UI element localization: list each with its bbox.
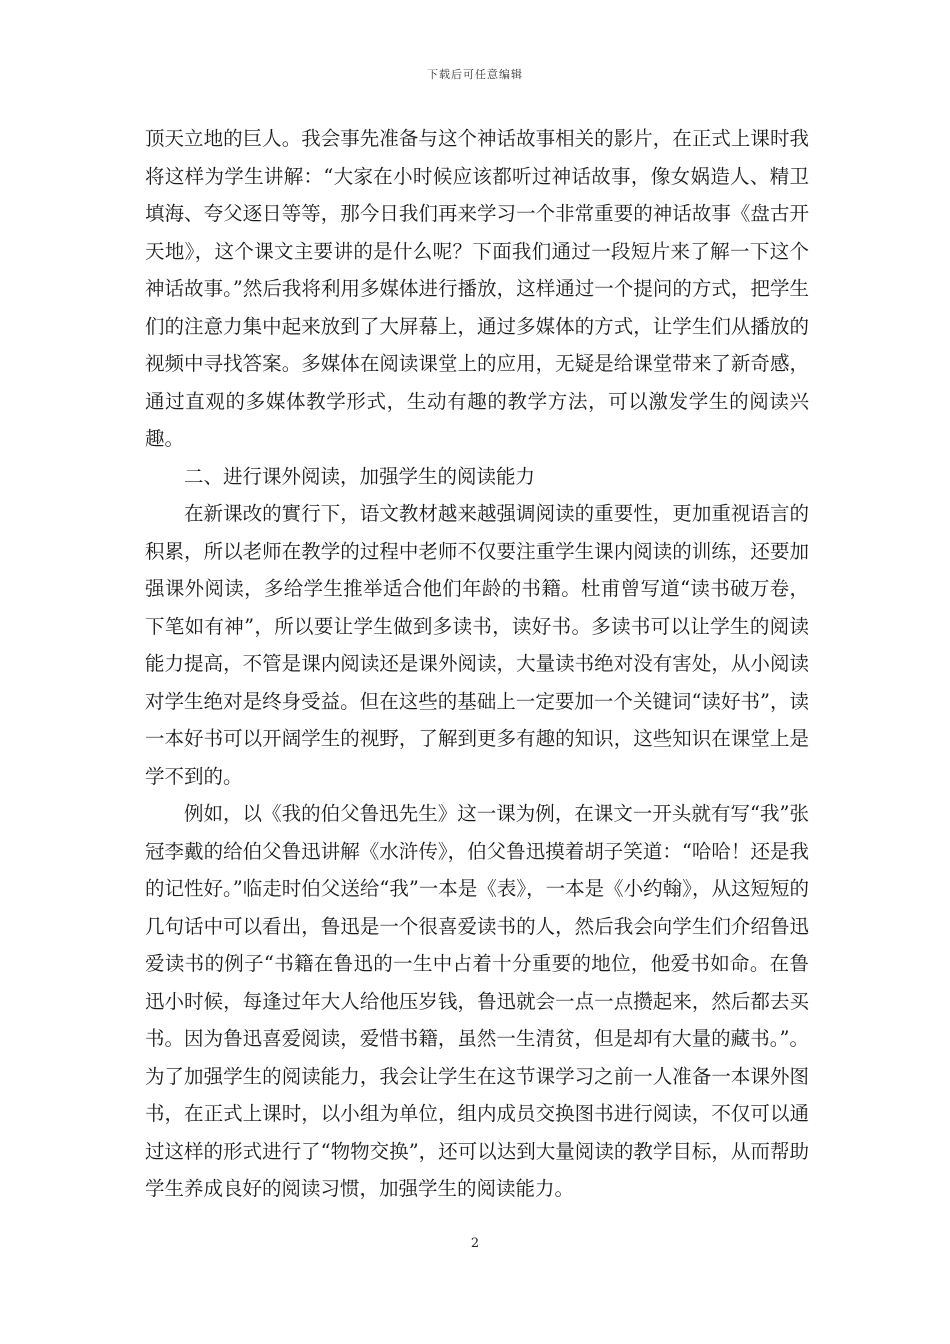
page-header: 下载后可任意编辑 xyxy=(427,68,523,81)
page-number: 2 xyxy=(470,1236,480,1251)
body-paragraph: 在新课改的實行下，语文教材越来越强调阅读的重要性，更加重视语言的积累，所以老师在教学的过程中老师不仅要注重学生课内阅读的训练，还要加强课外阅读，多给学生推举适合他们年龄的书籍。杜甫曾写道“读书破万卷，下笔如有神”，所以要让学生做到多读书，读好书。多读书可以让学生的阅读能力提高，不管是课内阅读还是课外阅读，大量读书绝对没有害处，从小阅读对学生绝对是终身受益。但在这些的基础上一定要加一个关键词“读好书”，读一本好书可以开阔学生的视野，了解到更多有趣的知识，这些知识在课堂上是学不到的。 xyxy=(145,502,809,788)
body-paragraph: 例如，以《我的伯父鲁迅先生》这一课为例，在课文一开头就有写“我”张冠李戴的给伯父鲁迅讲解《水浒传》，伯父鲁迅摸着胡子笑道：“哈哈！还是我的记性好。”临走时伯父送给“我”一本是《表》，一本是《小约翰》，从这短短的几句话中可以看出，鲁迅是一个很喜爱读书的人，然后我会向学生们介绍鲁迅爱读书的例子“书籍在鲁迅的一生中占着十分重要的地位，他爱书如命。在鲁迅小时候，每逢过年大人给他压岁钱，鲁迅就会一点一点攒起来，然后都去买书。因为鲁迅喜爱阅读，爱惜书籍，虽然一生清贫，但是却有大量的藏书。”。为了加强学生的阅读能力，我会让学生在这节课学习之前一人准备一本课外图书，在正式上课时，以小组为单位，组内成员交换图书进行阅读，不仅可以通过这样的形式进行了“物物交换”，还可以达到大量阅读的教学目标，从而帮助学生养成良好的阅读习惯，加强学生的阅读能力。 xyxy=(145,802,809,1200)
body-paragraph: 顶天立地的巨人。我会事先准备与这个神话故事相关的影片，在正式上课时我将这样为学生讲解：“大家在小时候应该都听过神话故事，像女娲造人、精卫填海、夸父逐日等等，那今日我们再来学习一个非常重要的神话故事《盘古开天地》，这个课文主要讲的是什么呢？下面我们通过一段短片来了解一下这个神话故事。”然后我将利用多媒体进行播放，这样通过一个提问的方式，把学生们的注意力集中起来放到了大屏幕上，通过多媒体的方式，让学生们从播放的视频中寻找答案。多媒体在阅读课堂上的应用，无疑是给课堂带来了新奇感，通过直观的多媒体教学形式，生动有趣的教学方法，可以激发学生的阅读兴趣。 xyxy=(145,127,809,450)
section-heading: 二、进行课外阅读，加强学生的阅读能力 xyxy=(184,464,536,488)
document-body xyxy=(145,120,809,1208)
